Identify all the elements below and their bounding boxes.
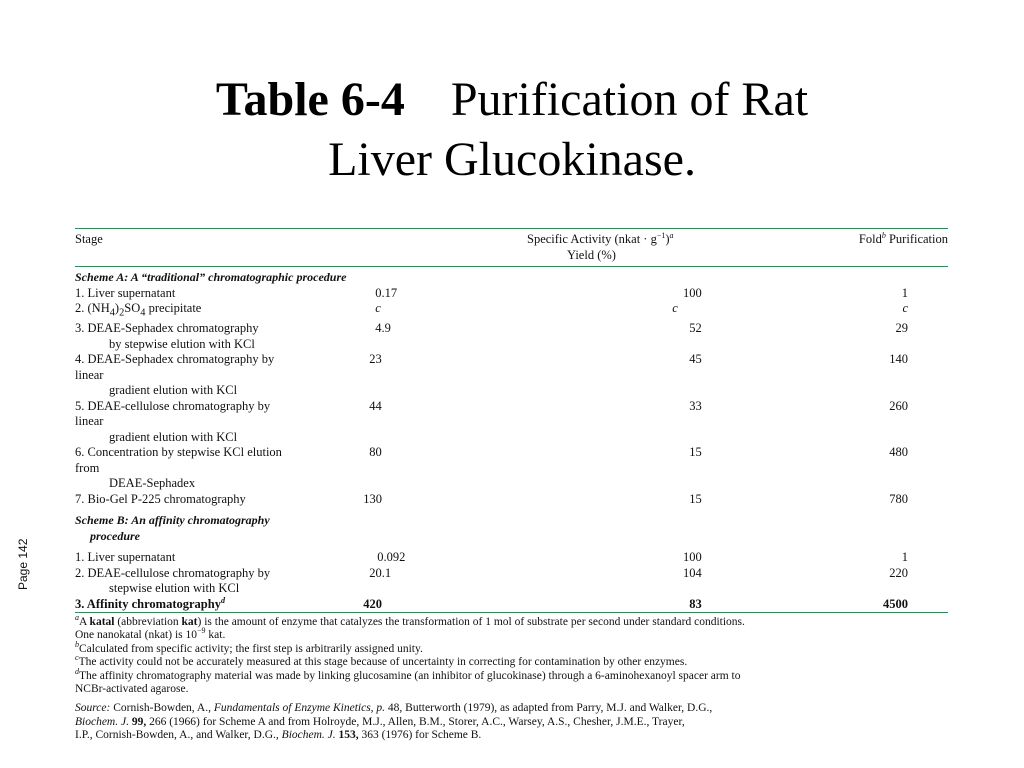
stage-cell: 1. Liver supernatant	[75, 285, 176, 300]
scheme-a-title-row	[75, 267, 948, 286]
yield-cell: c	[672, 301, 678, 315]
activity-cell: 23	[369, 352, 382, 366]
title-line-2: Liver Glucokinase.	[328, 133, 696, 186]
activity-cell: 130	[363, 491, 382, 506]
scheme-b-title: Scheme B: An affinity chromatography procedure	[75, 513, 270, 543]
activity-cell: 420	[363, 596, 382, 611]
footnotes	[75, 613, 948, 696]
table-row	[75, 597, 948, 613]
yield-cell: 100	[683, 550, 702, 564]
fold-cell: 29	[895, 321, 908, 335]
scheme-a-title: Scheme A: A “traditional” chromatographic procedure	[75, 270, 347, 284]
footnote-d-line-2: NCBr-activated agarose.	[75, 683, 189, 696]
yield-cell: 15	[689, 445, 702, 459]
source-citation	[75, 702, 948, 742]
fold-cell: 480	[889, 445, 908, 459]
header-activity: Specific Activity (nkat · $g^{-1})^a$	[527, 230, 674, 246]
yield-cell: 100	[683, 285, 702, 300]
table-row	[75, 286, 948, 302]
activity-cell: 44	[369, 398, 382, 413]
fold-cell: 1	[901, 285, 908, 300]
activity-cell: 80	[369, 445, 382, 459]
table-row	[75, 301, 948, 321]
stage-cell: 7. Bio-Gel P-225 chromatography	[75, 491, 246, 506]
page-title	[0, 70, 1024, 190]
fold-cell: 220	[889, 565, 908, 580]
stage-cell: 2. DEAE-cellulose chromatography by stepwise elution with KCl	[75, 565, 271, 595]
activity-cell: 0.17	[375, 285, 398, 300]
header-activity-yield	[485, 229, 677, 266]
title-table-number: Table 6-4	[215, 73, 405, 126]
source-line-3: I.P., Cornish-Bowden, A., and Walker, D.G., Biochem. J. 153, 363 (1976) for Scheme B.	[75, 729, 482, 742]
header-fold: Fold$^b$ Purification	[858, 230, 948, 246]
activity-cell: 20.1	[369, 565, 392, 580]
fold-cell: c	[902, 301, 908, 315]
purification-table-block	[75, 228, 948, 743]
table-row	[75, 566, 948, 597]
header-row	[75, 229, 948, 266]
footnote-b: $^b$Calculated from specific activity; the first step is arbitrarily assigned unity.	[75, 639, 423, 655]
title-text-1: Purification of Rat	[450, 73, 809, 126]
fold-cell: 1	[901, 550, 908, 564]
page-number-label: Page 142	[16, 538, 30, 590]
purification-table	[75, 229, 948, 266]
stage-cell: 4. DEAE-Sephadex chromatography by linear gradient elution with KCl	[75, 352, 275, 397]
table-row	[75, 399, 948, 446]
footnote-a-line-2: One nanokatal (nkat) is $10^{-9}$ kat.	[75, 626, 226, 642]
table-row	[75, 445, 948, 492]
header-yield: Yield (%)	[567, 247, 616, 262]
fold-cell: 4500	[883, 596, 908, 611]
fold-cell: 780	[889, 491, 908, 506]
table-row	[75, 321, 948, 352]
stage-cell: 2. $(NH_4)_2SO_4$ precipitate	[75, 301, 202, 319]
scheme-b-title-row	[75, 507, 948, 544]
yield-cell: 104	[683, 565, 702, 580]
footnote-c: $^c$The activity could not be accurately measured at this stage because of uncertainty in correcting for contamination by other enzymes.	[75, 653, 688, 669]
activity-cell: 0.092	[377, 550, 406, 564]
purification-table-body	[75, 267, 948, 612]
stage-cell: 5. DEAE-cellulose chromatography by linear gradient elution with KCl	[75, 398, 271, 444]
table-row	[75, 492, 948, 508]
activity-cell: 4.9	[375, 321, 391, 335]
yield-cell: 33	[689, 398, 702, 413]
yield-cell: 52	[689, 321, 702, 335]
stage-cell: 1. Liver supernatant	[75, 550, 176, 564]
activity-cell: c	[375, 301, 381, 315]
title-line-1	[0, 70, 1024, 130]
footnote-a: $^a$A katal (abbreviation kat) is the amount of enzyme that catalyzes the transformation of 1 mol of substrate per second under standard conditions.	[75, 613, 745, 628]
table-row	[75, 352, 948, 399]
fold-cell: 140	[889, 352, 908, 366]
yield-cell: 45	[689, 352, 702, 366]
yield-cell: 15	[689, 491, 702, 506]
yield-cell: 83	[689, 596, 702, 611]
stage-cell: 6. Concentration by stepwise KCl elution from DEAE-Sephadex	[75, 445, 282, 490]
footnote-d: $^d$The affinity chromatography material was made by linking glucosamine (an inhibitor of glucokinase) through a 6-aminohexanoyl spacer arm to	[75, 666, 741, 682]
source-line-1: Source: Cornish-Bowden, A., Fundamentals of Enzyme Kinetics, p. 48, Butterworth (1979), as adapted from Parry, M.J. and Walker, D.G.,	[75, 702, 713, 715]
header-stage: Stage	[75, 232, 103, 246]
source-line-2: Biochem. J. 99, 266 (1966) for Scheme A and from Holroyde, M.J., Allen, B.M., Storer, A.C., Warsey, A.S., Chesher, J.M.E., Trayer,	[75, 715, 685, 728]
fold-cell: 260	[889, 398, 908, 413]
stage-cell: 3. Affinity chromatography$^d$	[75, 595, 225, 611]
table-row	[75, 544, 948, 566]
stage-cell: 3. DEAE-Sephadex chromatography by stepwise elution with KCl	[75, 321, 259, 351]
